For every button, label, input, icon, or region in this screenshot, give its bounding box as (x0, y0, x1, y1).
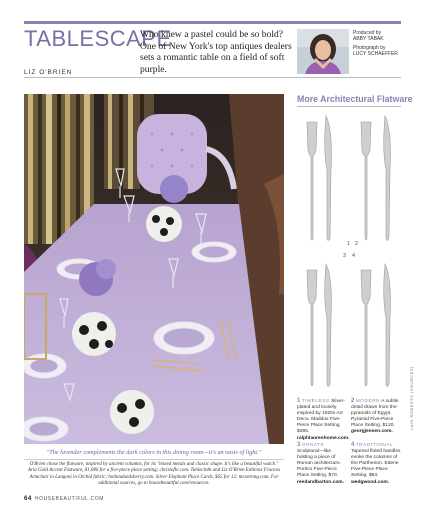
item-heading: TRADITIONAL (355, 442, 394, 447)
item-heading: TIMELESS (301, 398, 330, 403)
flatware-number-3: 3 (343, 253, 347, 259)
author-portrait (297, 29, 349, 74)
flatware-item-2 (351, 398, 401, 436)
item-link[interactable]: ralphlaurenhome.com. (297, 435, 350, 441)
item-text: Tapered fluted handles evoke the columns of the Parthenon. Edene Five-Piece Place Setting, $83. (351, 449, 401, 479)
item-heading: MODERN (355, 398, 381, 403)
flatware-number-2: 2 (355, 241, 359, 247)
sidebar-divider (297, 106, 401, 107)
flatware-number-4: 4 (352, 253, 356, 259)
flatware-number-1: 1 (347, 241, 351, 247)
sidebar-title: More Architectural Flatware (297, 94, 413, 104)
flatware-photo (297, 110, 401, 393)
dining-table-photo (24, 94, 284, 444)
photographer-name: LUCY SCHAEFFER (353, 51, 398, 57)
item-number: 2 (351, 398, 355, 404)
section-title: TABLESCAPE (24, 26, 172, 51)
producer-label: Produced by (353, 30, 382, 36)
item-link[interactable]: reedandbarton.com. (297, 479, 345, 485)
item-number: 1 (297, 398, 301, 404)
vertical-photo-credit: LAIN ROBERTS (SOURCES) (409, 366, 414, 430)
caption-divider (24, 459, 284, 460)
item-number: 4 (351, 442, 355, 448)
item-link[interactable]: georgjensen.com. (351, 429, 393, 435)
top-accent-rule (24, 21, 401, 24)
article-deck: Who knew a pastel could be so bold? One of New York's top antiques dealers sets a romantic table on a field of soft purple. (140, 29, 292, 75)
photo-caption: "The lavender complements the dark colors in this dining room—it's an oasis of light." (46, 449, 262, 456)
item-text: Silver-plated and loosely inspired by 1920s Art Deco. Maddox Five-Piece Place Setting, $395. (297, 399, 345, 435)
publication-url: HOUSEBEAUTIFUL.COM (34, 496, 105, 502)
photographer-credit (353, 45, 409, 57)
page-folio (24, 496, 104, 502)
flatware-item-1 (297, 398, 350, 442)
item-heading: ORNATE (301, 442, 325, 447)
producer-name: ABBY TABAK (353, 36, 384, 42)
page-number: 64 (24, 496, 32, 502)
item-link[interactable]: wedgwood.com. (351, 479, 390, 485)
producer-credit (353, 30, 409, 42)
body-text: O'Brien chose the flatware, inspired by ancient columns, for its "mixed metals and classic shape. It's like a beautiful watch." Aria Gold Accent Flatware, $1,086 for a five-piece place setting; christofle.com. Tablecloth and Liz O'Brien Editions Frances Armchair in Langoni in Orchid fabric; hollandandsherry.com. Silver Elephant Place Cards, $65 for 12; mrsstrong.com. For additional sources, go to housebeautiful.com/resources. (27, 462, 281, 486)
header-divider (24, 77, 401, 78)
item-number: 3 (297, 442, 301, 448)
flatware-item-4 (351, 442, 401, 486)
byline: LIZ O'BRIEN (24, 69, 73, 76)
photographer-label: Photograph by (353, 45, 386, 51)
flatware-item-3 (297, 442, 347, 486)
item-text: Sculptural—like holding a piece of Roman architecture. Portico Five-Piece Place Setting, $70. (297, 449, 342, 479)
item-text: A subtle detail drawn from the pyramids of Egypt. Pyramid Five-Piece Place Setting, $120. (351, 399, 399, 429)
